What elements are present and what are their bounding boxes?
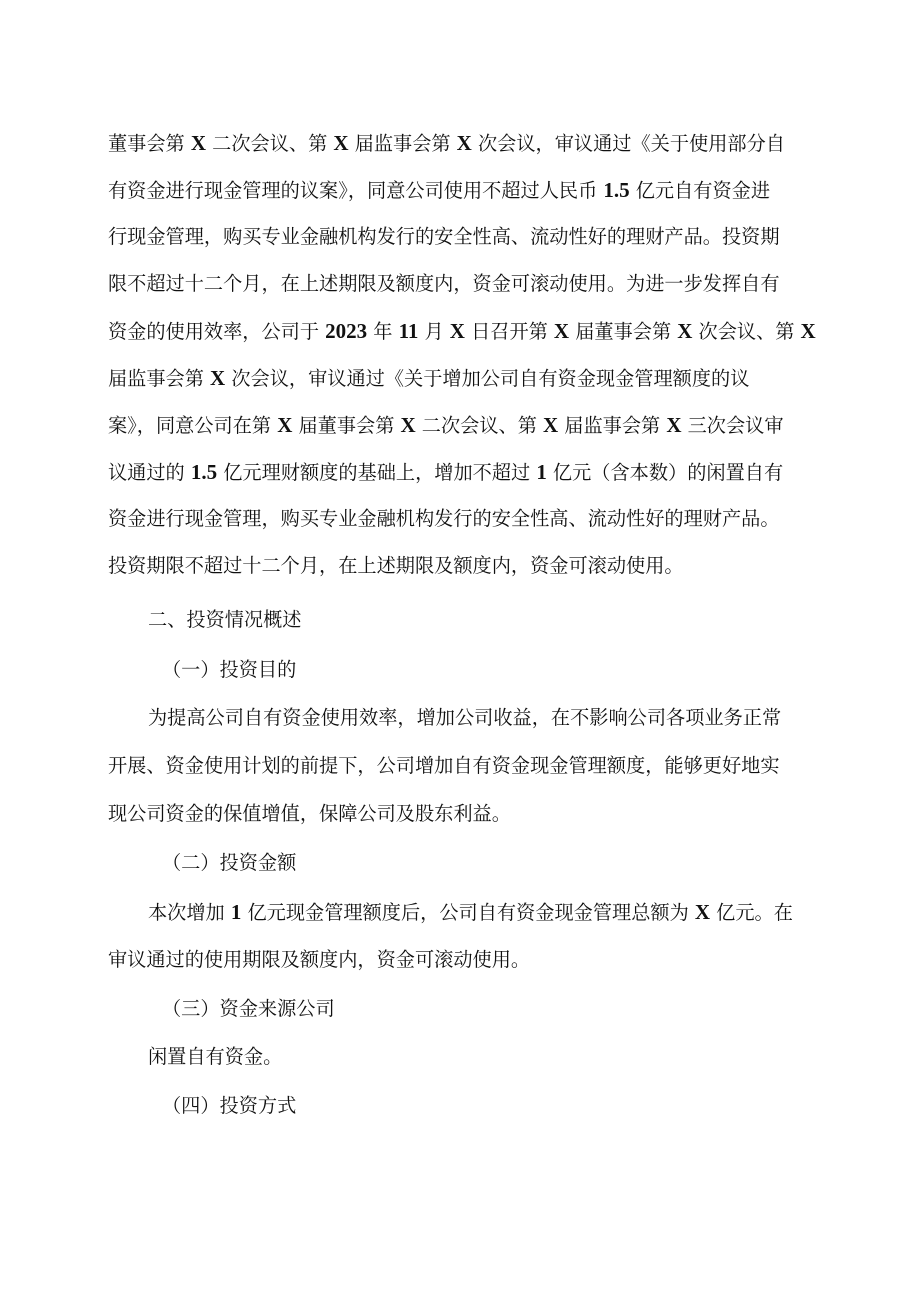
inline-value: X	[543, 413, 559, 437]
paragraph-line: 开展、资金使用计划的前提下，公司增加自有资金现金管理额度，能够更好地实	[108, 754, 780, 777]
paragraph-line: 议通过的 1.5 亿元理财额度的基础上，增加不超过 1 亿元（含本数）的闲置自有	[108, 460, 784, 484]
section-heading-investment-overview: 二、投资情况概述	[148, 608, 302, 631]
paragraph-line: 行现金管理，购买专业金融机构发行的安全性高、流动性好的理财产品。投资期	[108, 225, 780, 248]
subsection-heading-investment-method: （四）投资方式	[162, 1094, 297, 1117]
inline-value: X	[400, 413, 416, 437]
inline-value: X	[277, 413, 293, 437]
paragraph-line: 董事会第 X 二次会议、第 X 届监事会第 X 次会议，审议通过《关于使用部分自	[108, 131, 785, 155]
paragraph-line: 资金进行现金管理，购买专业金融机构发行的安全性高、流动性好的理财产品。	[108, 507, 780, 530]
paragraph-line: 投资期限不超过十二个月，在上述期限及额度内，资金可滚动使用。	[108, 554, 684, 577]
paragraph-line: 案》，同意公司在第 X 届董事会第 X 二次会议、第 X 届监事会第 X 三次会议审	[108, 413, 784, 437]
inline-value: X	[449, 319, 465, 343]
subsection-heading-investment-purpose: （一）投资目的	[162, 658, 297, 681]
inline-value: X	[333, 131, 349, 155]
inline-value: X	[456, 131, 472, 155]
inline-value: 1.5	[190, 460, 218, 484]
paragraph-line: 有资金进行现金管理的议案》，同意公司使用不超过人民币 1.5 亿元自有资金进	[108, 178, 771, 202]
paragraph-line: 届监事会第 X 次会议，审议通过《关于增加公司自有资金现金管理额度的议	[108, 366, 750, 390]
subsection-heading-investment-amount: （二）投资金额	[162, 851, 297, 874]
paragraph-line: 限不超过十二个月，在上述期限及额度内，资金可滚动使用。为进一步发挥自有	[108, 272, 780, 295]
paragraph-line: 审议通过的使用期限及额度内，资金可滚动使用。	[108, 948, 531, 971]
inline-value: X	[210, 366, 226, 390]
inline-value: X	[666, 413, 682, 437]
inline-value: 1	[230, 900, 242, 924]
paragraph-line: 本次增加 1 亿元现金管理额度后，公司自有资金现金管理总额为 X 亿元。在	[148, 900, 793, 924]
inline-value: 11	[398, 319, 419, 343]
inline-value: X	[677, 319, 693, 343]
paragraph-line: 资金的使用效率，公司于 2023 年 11 月 X 日召开第 X 届董事会第 X 次会议、第 X	[108, 319, 816, 343]
inline-value: X	[694, 900, 711, 924]
inline-value: X	[190, 131, 207, 155]
paragraph-fund-source: 闲置自有资金。	[148, 1045, 283, 1068]
inline-value: X	[553, 319, 570, 343]
inline-value: X	[800, 319, 816, 343]
inline-value: 1.5	[603, 178, 630, 202]
inline-value: 1	[536, 460, 547, 484]
subsection-heading-fund-source: （三）资金来源公司	[162, 997, 335, 1020]
paragraph-line: 现公司资金的保值增值，保障公司及股东利益。	[108, 802, 511, 825]
inline-value: 2023	[325, 319, 368, 343]
paragraph-line: 为提高公司自有资金使用效率，增加公司收益，在不影响公司各项业务正常	[148, 706, 782, 729]
